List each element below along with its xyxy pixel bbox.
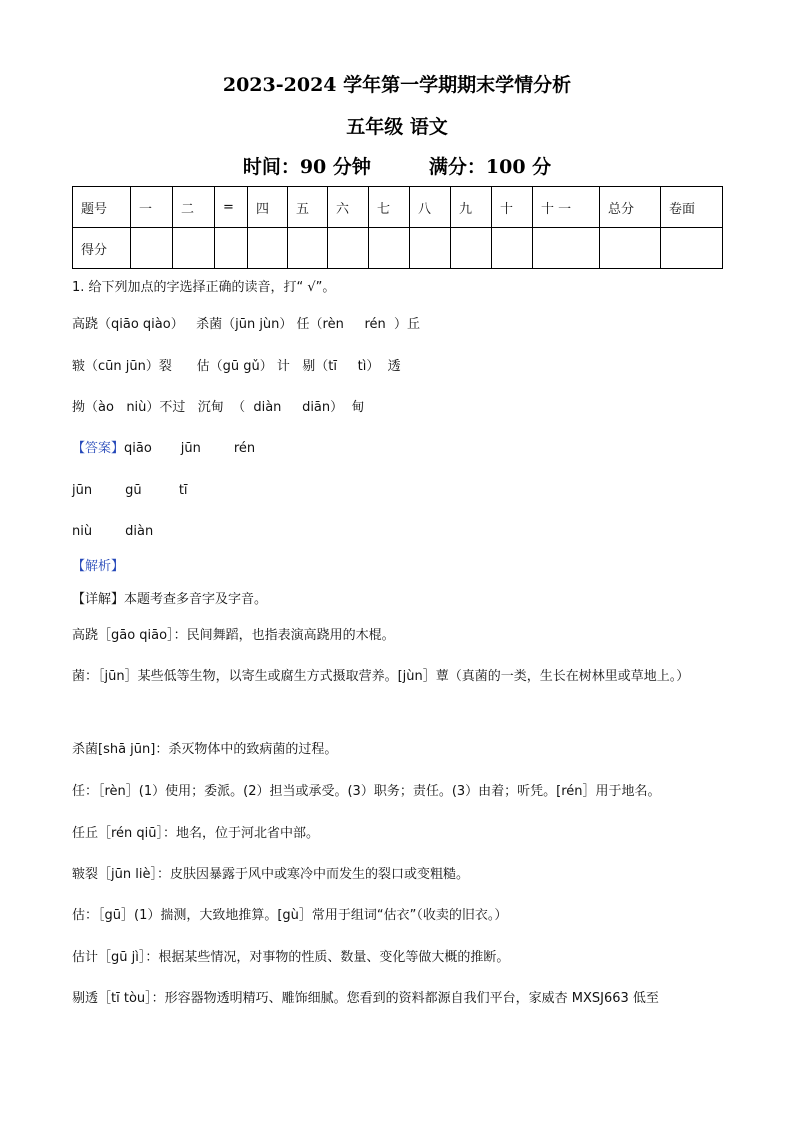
- score-table: [72, 186, 723, 269]
- question-line: 高跷（qiāo qiào） 杀菌（jūn jùn） 任（rèn rén ）丘: [72, 317, 421, 332]
- analysis-item: 杀菌[shā jūn]：杀灭物体中的致病菌的过程。: [72, 742, 338, 757]
- score-cell: [533, 228, 600, 269]
- table-cell: 四: [248, 187, 288, 228]
- table-cell: =: [215, 187, 248, 228]
- table-cell: 卷面: [661, 187, 723, 228]
- table-cell: 得分: [73, 228, 131, 269]
- score-table-score-row: [73, 228, 723, 269]
- table-cell: 一: [131, 187, 173, 228]
- score-cell: [492, 228, 533, 269]
- score-cell: [600, 228, 661, 269]
- score-cell: [369, 228, 410, 269]
- score-table-header-row: [73, 187, 723, 228]
- analysis-item: 估计［gū jì］：根据某些情况，对事物的性质、数量、变化等做大概的推断。: [72, 950, 510, 965]
- exam-time: 时间：90 分钟: [242, 156, 371, 178]
- table-cell: 八: [410, 187, 451, 228]
- analysis-item: 皲裂［jūn liè］：皮肤因暴露于风中或寒冷中而发生的裂口或变粗糙。: [72, 867, 469, 882]
- answer-line: [72, 440, 255, 458]
- score-cell: [288, 228, 328, 269]
- score-cell: [215, 228, 248, 269]
- analysis-item: 菌：［jūn］某些低等生物，以寄生或腐生方式摄取营养。[jùn］蕈（真菌的一类，生长在树林里或草地上。）: [72, 669, 690, 684]
- analysis-item: 高跷［gāo qiāo］：民间舞蹈，也指表演高跷用的木棍。: [72, 628, 395, 643]
- table-cell: 十 一: [533, 187, 600, 228]
- score-cell: [131, 228, 173, 269]
- table-cell: 总分: [600, 187, 661, 228]
- table-cell: 五: [288, 187, 328, 228]
- analysis-tag: 【解析】: [72, 559, 125, 574]
- answer-text: qiāo jūn rén: [124, 441, 256, 456]
- table-cell: 二: [173, 187, 215, 228]
- exam-full-score: 满分：100 分: [428, 156, 552, 178]
- table-cell: 九: [451, 187, 492, 228]
- analysis-item: 估：［gū］(1）揣测，大致地推算。[gù］常用于组词“估衣”（收卖的旧衣。）: [72, 908, 508, 923]
- table-cell: 七: [369, 187, 410, 228]
- score-cell: [410, 228, 451, 269]
- question-line: 拗（ào niù）不过 沉甸 （ diàn diān） 甸: [72, 400, 365, 415]
- answer-tag: 【答案】: [72, 441, 125, 456]
- analysis-item: 任：［rèn］(1）使用；委派。(2）担当或承受。(3）职务；责任。(3）由着；听凭。[rén］用于地名。: [72, 784, 661, 799]
- table-cell: 题号: [73, 187, 131, 228]
- score-cell: [173, 228, 215, 269]
- answer-line: jūn gū tī: [72, 483, 188, 498]
- exam-info: [0, 152, 794, 179]
- score-cell: [451, 228, 492, 269]
- analysis-item: 任丘［rén qiū］：地名，位于河北省中部。: [72, 826, 320, 841]
- score-cell: [328, 228, 369, 269]
- question-prompt: 1. 给下列加点的字选择正确的读音，打“ √”。: [72, 280, 336, 295]
- table-cell: 十: [492, 187, 533, 228]
- answer-line: niù diàn: [72, 524, 154, 539]
- question-line: 皲（cūn jūn）裂 估（gū gǔ） 计 剔（tī tì） 透: [72, 359, 401, 374]
- score-cell: [248, 228, 288, 269]
- table-cell: 六: [328, 187, 369, 228]
- document-subtitle: 五年级 语文: [346, 116, 448, 138]
- analysis-item: 剔透［tī tòu］：形容器物透明精巧、雕饰细腻。您看到的资料都源自我们平台，家威杏 MXSJ663 低至: [72, 991, 659, 1006]
- document-title: 2023-2024 学年第一学期期末学情分析: [222, 74, 572, 96]
- analysis-detail: 【详解】本题考查多音字及字音。: [72, 592, 268, 607]
- score-cell: [661, 228, 723, 269]
